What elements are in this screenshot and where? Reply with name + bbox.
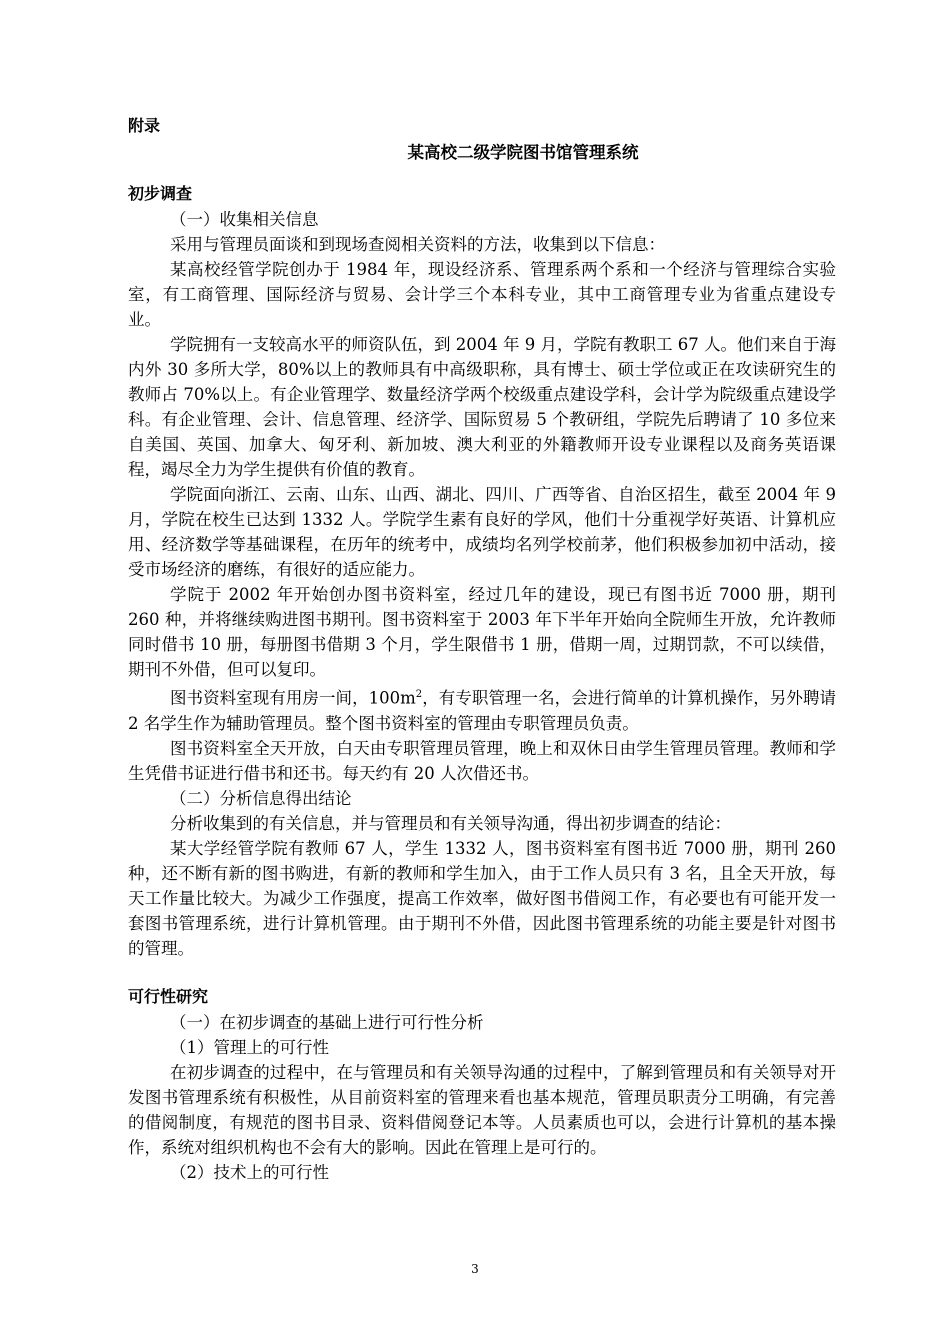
section-heading: 初步调查 <box>128 184 193 203</box>
paragraph-text: 图书资料室现有用房一间，100m <box>170 688 416 708</box>
paragraph: 分析收集到的有关信息，并与管理员和有关领导沟通，得出初步调查的结论： <box>170 813 731 833</box>
section-gap <box>128 961 836 983</box>
section-preliminary-survey <box>128 180 836 961</box>
paragraph: 某高校经管学院创办于 1984 年，现设经济系、管理系两个系和一个经济与管理综合实验室，有工商管理、国际经济与贸易、会计学三个本科专业，其中工商管理专业为省重点建设专业。 <box>128 260 836 329</box>
paragraph <box>128 682 836 736</box>
paragraph: 某大学经管学院有教师 67 人，学生 1332 人，图书资料室有图书近 7000 册，期刊 260 种，还不断有新的图书购进，有新的教师和学生加入，由于工作人员只有 3 名，且全天开放，每天工作量比较大。为减少工作强度，提高工作效率，做好图书借阅工作，有必要也有可能开发一套图书管理系统，进行计算机管理。由于期刊不外借，因此图书管理系统的功能主要是针对图书的管理。 <box>128 838 836 958</box>
subheading: （一）在初步调查的基础上进行可行性分析 <box>170 1012 484 1032</box>
subheading: （1）管理上的可行性 <box>170 1037 329 1057</box>
section-feasibility-study <box>128 983 836 1185</box>
document-page <box>128 112 836 1185</box>
paragraph: 在初步调查的过程中，在与管理员和有关领导沟通的过程中，了解到管理员和有关领导对开发图书管理系统有积极性，从目前资料室的管理来看也基本规范，管理员职责分工明确，有完善的借阅制度，有规范的图书目录、资料借阅登记本等。人员素质也可以，会进行计算机的基本操作，系统对组织机构也不会有大的影响。因此在管理上是可行的。 <box>128 1062 836 1157</box>
document-title: 某高校二级学院图书馆管理系统 <box>407 143 639 162</box>
page-number: 3 <box>471 1262 479 1276</box>
paragraph: 图书资料室全天开放，白天由专职管理员管理，晚上和双休日由学生管理员管理。教师和学生凭借书证进行借书和还书。每天约有 20 人次借还书。 <box>128 738 836 783</box>
subheading: （一）收集相关信息 <box>170 210 319 229</box>
subheading: （二）分析信息得出结论 <box>170 788 352 808</box>
appendix-label: 附录 <box>128 116 161 135</box>
superscript: 2 <box>415 689 423 700</box>
paragraph-text: ，有专职管理一名，会进行简单的计算机操作，另外聘请 2 名学生作为辅助管理员。整个图书资料室的管理由专职管理员负责。 <box>128 688 837 733</box>
paragraph: 学院面向浙江、云南、山东、山西、湖北、四川、广西等省、自治区招生，截至 2004 年 9 月，学院在校生已达到 1332 人。学院学生素有良好的学风，他们十分重视学好英语、计算机应用、经济数学等基础课程，在历年的统考中，成绩均名列学校前茅，他们积极参加初中活动，接受市场经济的磨练，有很好的适应能力。 <box>128 485 836 579</box>
paragraph: 学院于 2002 年开始创办图书资料室，经过几年的建设，现已有图书近 7000 册，期刊 260 种，并将继续购进图书期刊。图书资料室于 2003 年下半年开始向全院师生开放，允许教师同时借书 10 册，每册图书借期 3 个月，学生限借书 1 册，借期一周，过期罚款，不可以续借，期刊不外借，但可以复印。 <box>128 585 836 679</box>
subheading: （2）技术上的可行性 <box>170 1162 329 1182</box>
paragraph: 采用与管理员面谈和到现场查阅相关资料的方法，收集到以下信息： <box>170 235 665 254</box>
paragraph: 学院拥有一支较高水平的师资队伍，到 2004 年 9 月，学院有教职工 67 人。他们来自于海内外 30 多所大学，80%以上的教师具有中高级职称，具有博士、硕士学位或正在攻读研究生的教师占 70%以上。有企业管理学、数量经济学两个校级重点建设学科，会计学为院级重点建设学科。有企业管理、会计、信息管理、经济学、国际贸易 5 个教研组，学院先后聘请了 10 多位来自美国、英国、加拿大、匈牙利、新加坡、澳大利亚的外籍教师开设专业课程以及商务英语课程，竭尽全力为学生提供有价值的教育。 <box>128 335 836 479</box>
section-heading: 可行性研究 <box>128 986 209 1006</box>
